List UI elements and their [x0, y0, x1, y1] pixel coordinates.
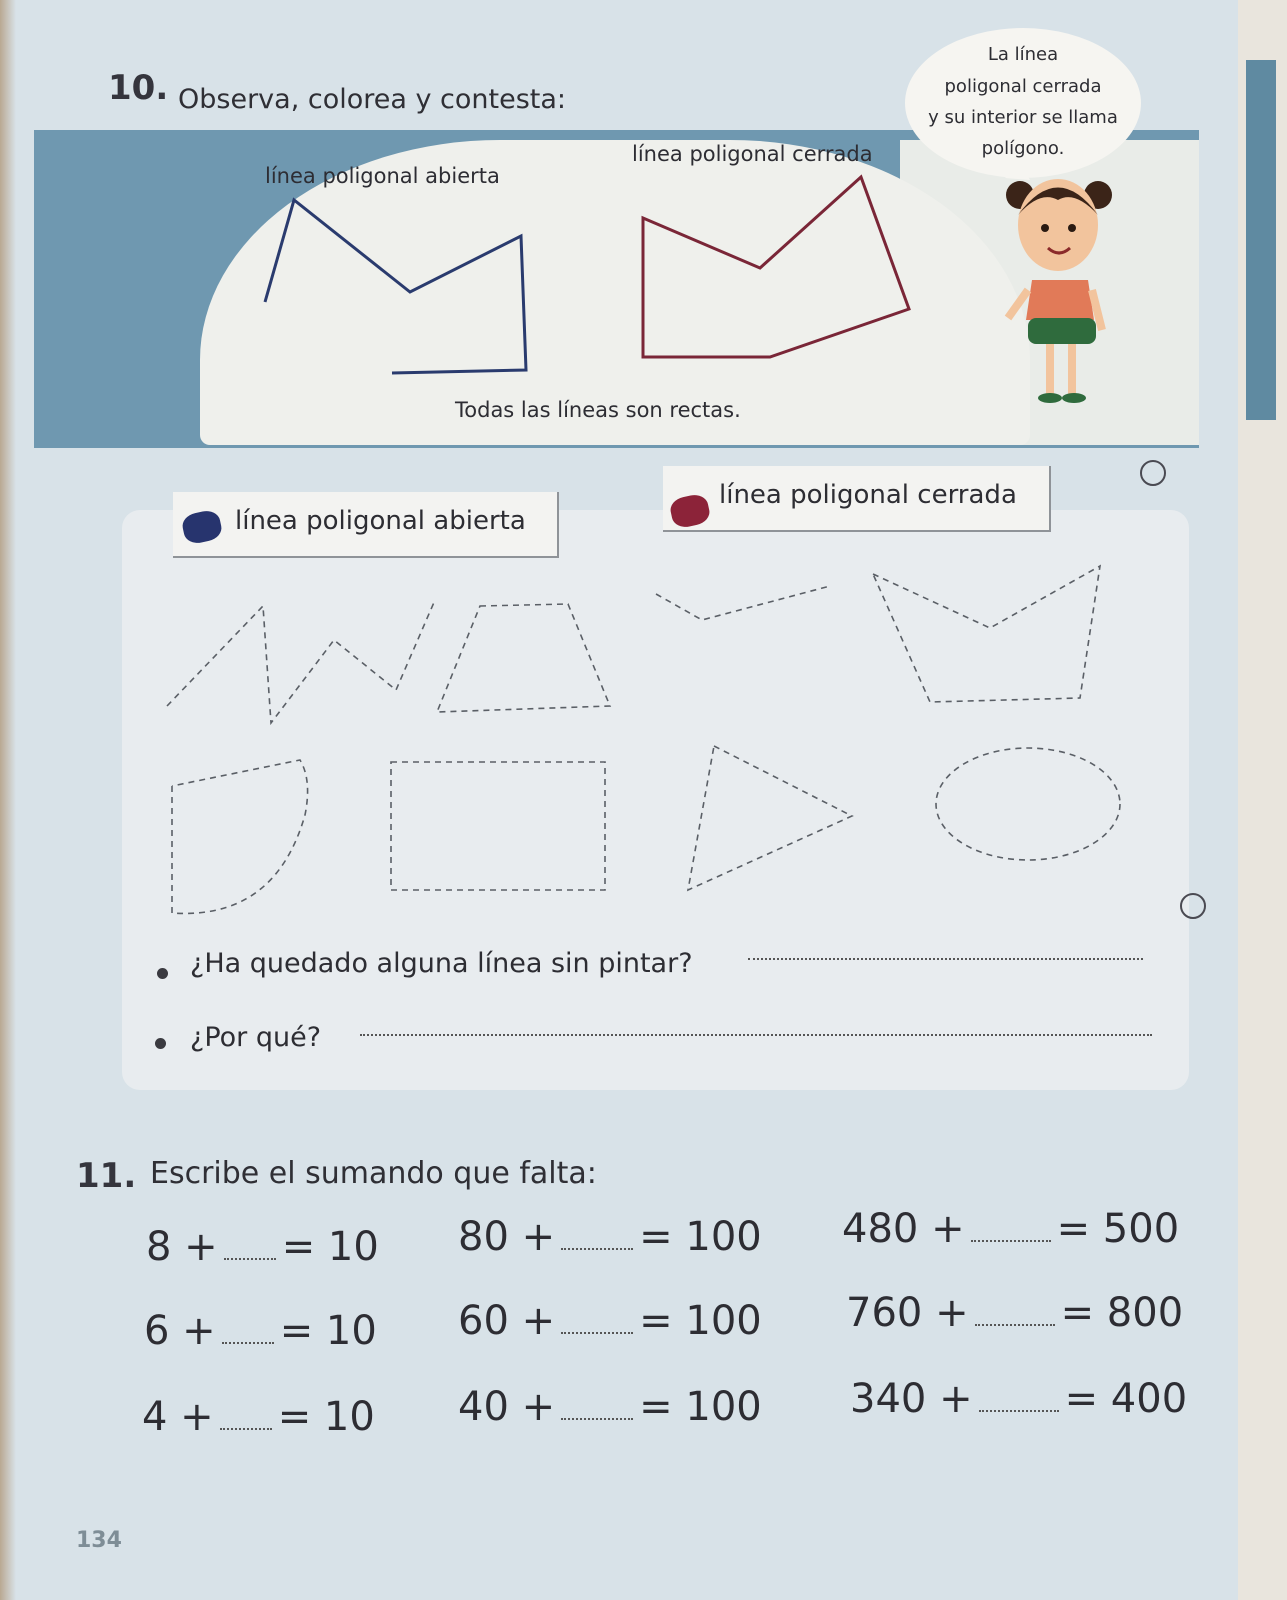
- legend-closed-label: línea poligonal cerrada: [719, 480, 1017, 510]
- equation-right: = 400: [1064, 1376, 1188, 1422]
- exercise-11-number: 11.: [76, 1156, 137, 1196]
- equation-right: = 100: [639, 1298, 762, 1344]
- equation-right: = 100: [639, 1384, 762, 1430]
- shape-open-curved: [172, 760, 308, 913]
- answer-blank[interactable]: [561, 1332, 633, 1334]
- equation-left: 340 +: [850, 1376, 973, 1422]
- closed-line-caption: línea poligonal cerrada: [632, 142, 873, 166]
- exercise-10-instruction: Observa, colorea y contesta:: [178, 84, 567, 115]
- answer-blank[interactable]: [979, 1410, 1059, 1412]
- speech-bubble-line-2: poligonal cerrada: [944, 76, 1102, 97]
- equation-4: [144, 1308, 377, 1354]
- girl-illustration: [1005, 162, 1112, 403]
- straight-lines-note: Todas las líneas son rectas.: [455, 398, 741, 422]
- answer-blank[interactable]: [220, 1428, 272, 1430]
- shape-closed-crown: [873, 566, 1100, 702]
- exercise-10-number: 10.: [108, 68, 169, 108]
- equation-8: [458, 1384, 762, 1430]
- legend-open-label: línea poligonal abierta: [235, 506, 526, 536]
- shape-open-bowl: [656, 586, 830, 620]
- equation-left: 4 +: [142, 1394, 214, 1440]
- exercise-11-instruction: Escribe el sumando que falta:: [150, 1156, 597, 1191]
- shape-closed-trapezoid: [437, 604, 610, 712]
- speech-bubble-line-3: y su interior se llama: [928, 107, 1118, 128]
- shape-closed-rectangle: [391, 762, 605, 890]
- closed-polyline-example: [643, 177, 909, 357]
- checkbox-circle-1[interactable]: [1140, 460, 1166, 486]
- shape-open-triangle: [688, 746, 852, 890]
- equation-right: = 500: [1056, 1206, 1180, 1252]
- equation-1: [146, 1224, 379, 1270]
- answer-blank[interactable]: [971, 1240, 1051, 1242]
- checkbox-circle-2[interactable]: [1180, 893, 1206, 919]
- equation-right: = 10: [279, 1308, 377, 1354]
- equation-right: = 10: [277, 1394, 375, 1440]
- page-number: 134: [76, 1528, 122, 1553]
- equation-left: 480 +: [842, 1206, 965, 1252]
- answer-blank[interactable]: [561, 1248, 633, 1250]
- equation-right: = 10: [281, 1224, 379, 1270]
- equation-right: = 100: [639, 1214, 762, 1260]
- equation-9: [850, 1376, 1187, 1422]
- answer-blank[interactable]: [975, 1324, 1055, 1326]
- answer-blank[interactable]: [224, 1258, 276, 1260]
- question-unpainted-line: ¿Ha quedado alguna línea sin pintar?: [190, 948, 693, 979]
- open-polyline-example: [265, 200, 526, 373]
- shape-open-zigzag: [167, 600, 435, 723]
- answer-line-1[interactable]: [748, 958, 1143, 960]
- equation-left: 760 +: [846, 1290, 969, 1336]
- answer-blank[interactable]: [222, 1342, 274, 1344]
- equation-right: = 800: [1060, 1290, 1184, 1336]
- equation-6: [846, 1290, 1183, 1336]
- equation-2: [458, 1214, 762, 1260]
- shape-closed-ellipse: [936, 748, 1120, 860]
- equation-left: 60 +: [458, 1298, 556, 1344]
- equation-left: 6 +: [144, 1308, 216, 1354]
- question-why: ¿Por qué?: [190, 1022, 322, 1053]
- open-line-caption: línea poligonal abierta: [265, 164, 500, 188]
- answer-blank[interactable]: [561, 1418, 633, 1420]
- equation-3: [842, 1206, 1179, 1252]
- bullet-2: [155, 1038, 166, 1049]
- equation-left: 80 +: [458, 1214, 556, 1260]
- equation-left: 40 +: [458, 1384, 556, 1430]
- speech-bubble-line-1: La línea: [987, 44, 1059, 65]
- answer-line-2[interactable]: [360, 1034, 1152, 1036]
- bullet-1: [157, 968, 168, 979]
- equation-left: 8 +: [146, 1224, 218, 1270]
- equation-7: [142, 1394, 375, 1440]
- equation-5: [458, 1298, 762, 1344]
- speech-bubble-line-4: polígono.: [981, 138, 1065, 159]
